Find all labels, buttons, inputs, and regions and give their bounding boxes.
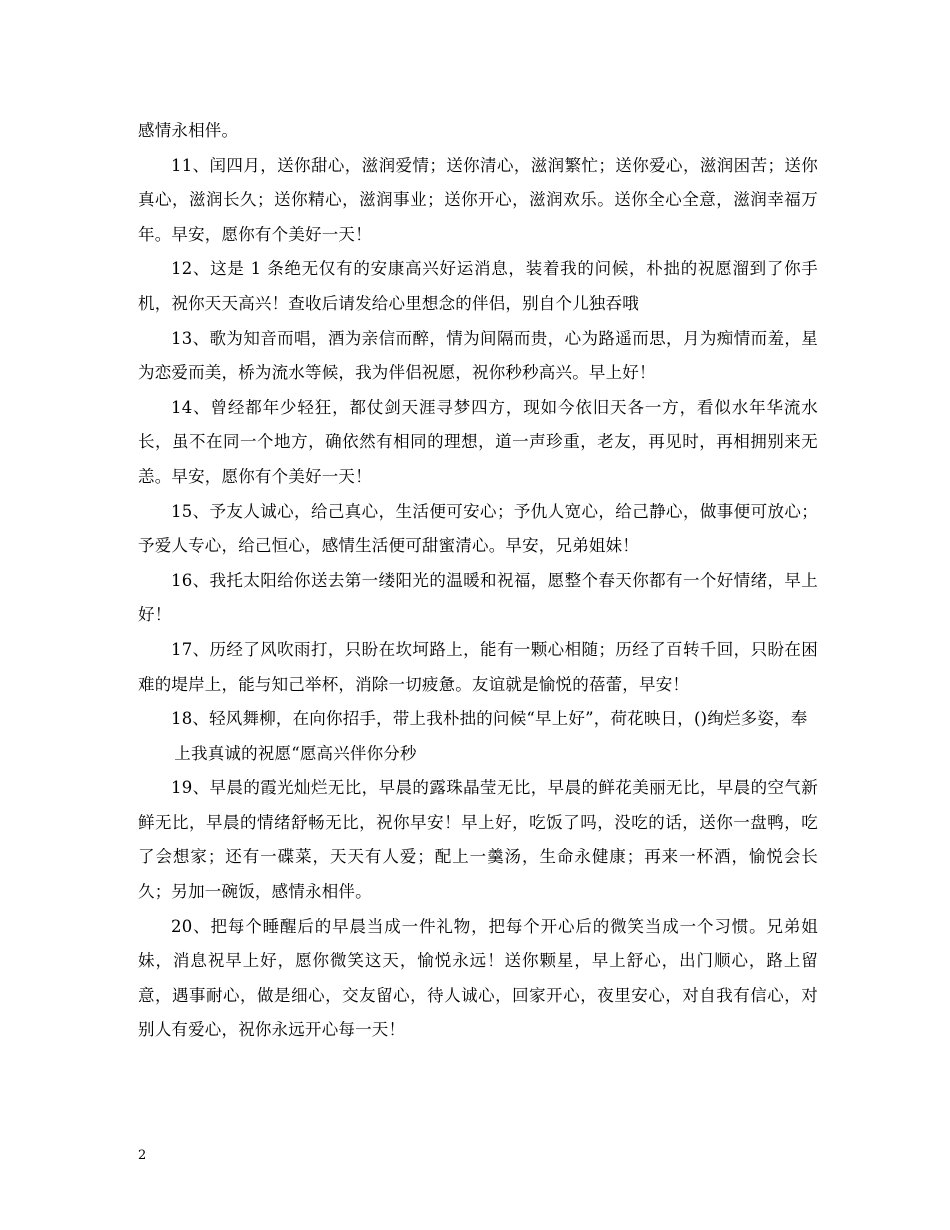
paragraph-18-continued: 上我真诚的祝愿“愿高兴伴你分秒 [174,743,417,763]
paragraph-15: 15、予友人诚心，给己真心，生活便可安心；予仇人宽心，给己静心，做事便可放心；予爱人专心，给己恒心，感情生活便可甜蜜清心。早安，兄弟姐妹！ [138,501,818,556]
paragraph-16: 16、我托太阳给你送去第一缕阳光的温暖和祝福，愿整个春天你都有一个好情绪，早上好！ [138,570,818,625]
document-body [138,114,818,1048]
paragraph-18: 18、轻风舞柳，在向你招手，带上我朴拙的问候“早上好”，荷花映日，()绚烂多姿，奉 [171,709,808,729]
paragraph-17: 17、历经了风吹雨打，只盼在坎坷路上，能有一颗心相随；历经了百转千回，只盼在困难的堤岸上，能与知己举杯，消除一切疲惫。友谊就是愉悦的蓓蕾，早安！ [138,639,818,694]
paragraph-13: 13、歌为知音而唱，酒为亲信而醉，情为间隔而贵，心为路遥而思，月为痴情而羞，星为恋爱而美，桥为流水等候，我为伴侣祝愿，祝你秒秒高兴。早上好！ [138,328,818,383]
paragraph-14: 14、曾经都年少轻狂，都仗剑天涯寻梦四方，现如今依旧天各一方，看似水年华流水长，虽不在同一个地方，确依然有相同的理想，道一声珍重，老友，再见时，再相拥别来无恙。早安，愿你有个美好一天！ [138,397,818,486]
paragraph-continuation: 感情永相伴。 [138,121,239,140]
paragraph-11: 11、闰四月，送你甜心，滋润爱情；送你清心，滋润繁忙；送你爱心，滋润困苦；送你真心，滋润长久；送你精心，滋润事业；送你开心，滋润欢乐。送你全心全意，滋润幸福万年。早安，愿你有个美好一天！ [138,155,818,244]
paragraph-20: 20、把每个睡醒后的早晨当成一件礼物，把每个开心后的微笑当成一个习惯。兄弟姐妹，消息祝早上好，愿你微笑这天，愉悦永远！送你颗星，早上舒心，出门顺心，路上留意，遇事耐心，做是细心，交友留心，待人诚心，回家开心，夜里安心，对自我有信心，对别人有爱心，祝你永远开心每一天！ [138,916,818,1040]
paragraph-12: 12、这是 1 条绝无仅有的安康高兴好运消息，装着我的问候，朴拙的祝愿溜到了你手机，祝你天天高兴！查收后请发给心里想念的伴侣，别自个儿独吞哦 [138,259,818,313]
paragraph-19: 19、早晨的霞光灿烂无比，早晨的露珠晶莹无比，早晨的鲜花美丽无比，早晨的空气新鲜无比，早晨的情绪舒畅无比，祝你早安！早上好，吃饭了吗，没吃的话，送你一盘鸭，吃了会想家；还有一碟菜，天天有人爱；配上一羹汤，生命永健康；再来一杯酒，愉悦会长久；另加一碗饭，感情永相伴。 [138,778,818,902]
page-number: 2 [138,1148,147,1163]
